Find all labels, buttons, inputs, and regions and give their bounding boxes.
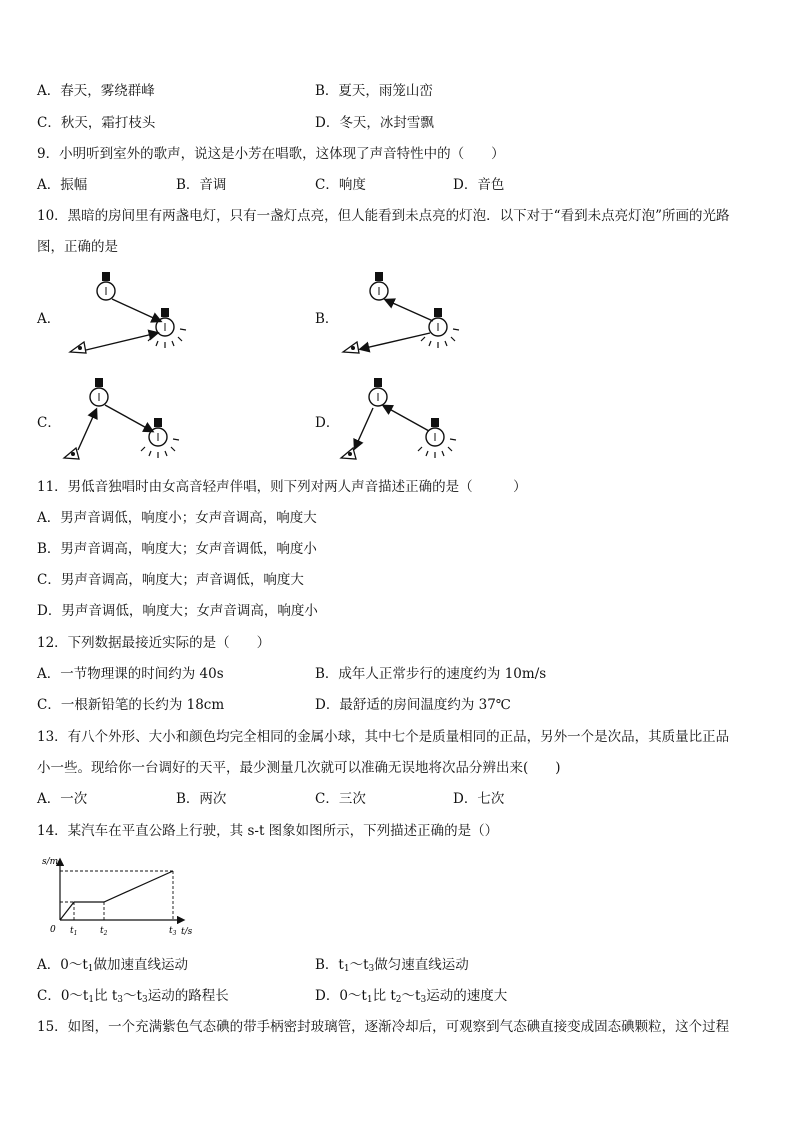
- q13-option-d: D．七次: [453, 791, 505, 807]
- q14-stem: 14．某汽车在平直公路上行驶，其 s-t 图象如图所示，下列描述正确的是（）: [37, 823, 499, 839]
- q10-diagram-a: [60, 265, 195, 360]
- ray-arrow: [86, 333, 157, 350]
- q9-option-d: D．音色: [453, 177, 505, 193]
- ray-arrow: [361, 333, 430, 349]
- lit-bulb-icon: [141, 418, 179, 458]
- unlit-bulb-icon: [97, 272, 115, 300]
- q13-option-c: C．三次: [315, 791, 366, 807]
- q12-option-a: A．一节物理课的时间约为 40s: [37, 666, 224, 682]
- q10-label-c: C．: [37, 415, 61, 431]
- q8-option-b: B．夏天，雨笼山峦: [315, 83, 433, 99]
- ray-arrow: [355, 408, 373, 448]
- q14-option-b: B．$t_1\sim t_3$做匀速直线运动: [315, 957, 469, 974]
- q11-option-d: D．男声音调低，响度大；女声音调高，响度小: [37, 603, 318, 619]
- st-curve: [60, 871, 173, 920]
- eye-icon: [343, 342, 359, 353]
- q9-option-c: C．响度: [315, 177, 366, 193]
- ray-arrow: [78, 410, 96, 450]
- t2-label: $t_2$: [100, 926, 108, 937]
- lit-bulb-icon: [148, 308, 186, 348]
- q13-option-b: B．两次: [176, 791, 227, 807]
- q14-st-graph: [38, 852, 198, 940]
- q10-stem-line1: 10．黑暗的房间里有两盏电灯，只有一盏灯点亮，但人能看到未点亮的灯泡．以下对于“看到未点亮灯泡”所画的光路: [37, 208, 730, 224]
- q11-option-c: C．男声音调高，响度大；声音调低，响度大: [37, 572, 304, 588]
- q12-stem: 12．下列数据最接近实际的是（ ）: [37, 635, 271, 651]
- eye-icon: [341, 448, 356, 459]
- q9-stem: 9．小明听到室外的歌声，说这是小芳在唱歌，这体现了声音特性中的（ ）: [37, 146, 505, 162]
- eye-icon: [64, 448, 79, 459]
- q10-label-a: A．: [37, 311, 61, 327]
- q8-option-a: A．春天，雾绕群峰: [37, 83, 155, 99]
- ray-arrow: [384, 406, 429, 431]
- q8-option-c: C．秋天，霜打枝头: [37, 115, 156, 131]
- y-axis-label: s/m: [42, 857, 59, 867]
- q14-option-d: D．$0\sim t_1$比 $t_2\sim t_3$运动的速度大: [315, 988, 508, 1005]
- q12-option-d: D．最舒适的房间温度约为 37℃: [315, 697, 511, 713]
- q13-option-a: A．一次: [37, 791, 88, 807]
- t3-label: $t_3$: [169, 926, 177, 937]
- q8-option-d: D．冬天，冰封雪飘: [315, 115, 434, 131]
- q13-stem-line1: 13．有八个外形、大小和颜色均完全相同的金属小球，其中七个是质量相同的正品，另外一个是次品，其质量比正品: [37, 729, 730, 745]
- q9-option-a: A．振幅: [37, 177, 88, 193]
- q14-option-a: A．$0\sim t_1$做加速直线运动: [37, 957, 188, 974]
- q11-option-a: A．男声音调低，响度小；女声音调高，响度大: [37, 510, 317, 526]
- origin-label: 0: [50, 925, 56, 935]
- ray-arrow: [112, 299, 160, 321]
- unlit-bulb-icon: [369, 378, 387, 406]
- q12-option-c: C．一根新铅笔的长约为 18cm: [37, 697, 225, 713]
- lit-bulb-icon: [418, 418, 456, 458]
- eye-icon: [70, 342, 86, 353]
- x-axis-label: t/s: [181, 927, 193, 937]
- lit-bulb-icon: [421, 308, 459, 348]
- q12-option-b: B．成年人正常步行的速度约为 10m/s: [315, 666, 547, 682]
- q10-diagram-b: [333, 265, 468, 360]
- q11-option-b: B．男声音调高，响度大；女声音调低，响度小: [37, 541, 317, 557]
- unlit-bulb-icon: [90, 378, 108, 406]
- q9-option-b: B．音调: [176, 177, 227, 193]
- q10-diagram-c: [60, 370, 195, 465]
- q10-label-b: B．: [315, 311, 339, 327]
- unlit-bulb-icon: [370, 272, 388, 300]
- q10-label-d: D．: [315, 415, 340, 431]
- t1-label: $t_1$: [70, 926, 78, 937]
- q11-stem: 11．男低音独唱时由女高音轻声伴唱，则下列对两人声音描述正确的是（ ）: [37, 479, 527, 495]
- q10-stem-line2: 图，正确的是: [37, 239, 118, 255]
- q10-diagram-d: [333, 370, 468, 465]
- ray-arrow: [105, 405, 152, 431]
- q13-stem-line2: 小一些。现给你一台调好的天平，最少测量几次就可以准确无误地将次品分辨出来( ): [37, 760, 561, 776]
- q14-option-c: C．$0\sim t_1$比 $t_3\sim t_3$运动的路程长: [37, 988, 229, 1005]
- ray-arrow: [386, 300, 433, 321]
- q15-stem: 15．如图，一个充满紫色气态碘的带手柄密封玻璃管，逐渐冷却后，可观察到气态碘直接变成固态碘颗粒，这个过程: [37, 1019, 730, 1035]
